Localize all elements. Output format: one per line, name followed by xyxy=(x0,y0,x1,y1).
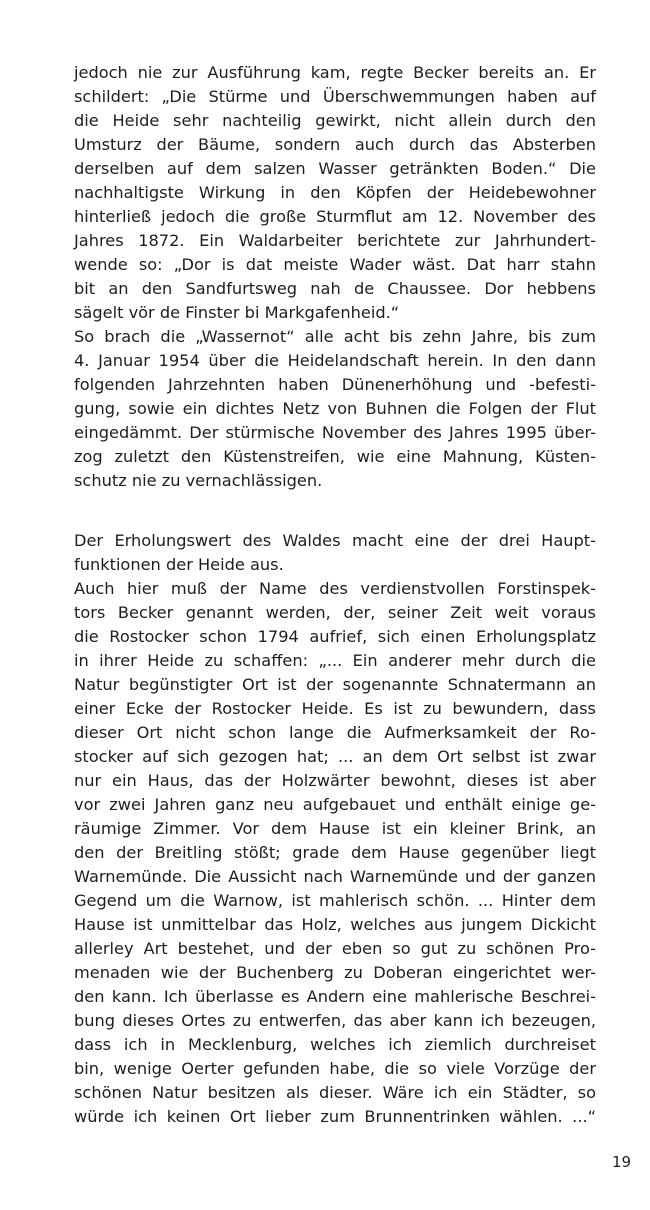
text-line: Jahres 1872. Ein Waldarbeiter berichtete zur Jahrhundert- xyxy=(74,231,596,250)
page-number: 19 xyxy=(612,1153,632,1171)
text-line: Warnemünde. Die Aussicht nach Warnemünde und der ganzen xyxy=(74,867,596,886)
text-line: menaden wie der Buchenberg zu Doberan eingerichtet wer- xyxy=(74,963,596,982)
text-line: dass ich in Mecklenburg, welches ich ziemlich durchreiset xyxy=(74,1035,596,1054)
text-line: So brach die „Wassernot“ alle acht bis zehn Jahre, bis zum xyxy=(74,327,596,346)
text-line: funktionen der Heide aus. xyxy=(74,555,284,574)
text-line: einer Ecke der Rostocker Heide. Es ist zu bewundern, dass xyxy=(74,699,596,718)
text-line: bung dieses Ortes zu entwerfen, das aber kann ich bezeugen, xyxy=(74,1011,596,1030)
text-line: vor zwei Jahren ganz neu aufgebauet und enthält einige ge- xyxy=(74,795,596,814)
text-line: Natur begünstigter Ort ist der sogenannte Schnatermann an xyxy=(74,675,596,694)
text-line: nur ein Haus, das der Holzwärter bewohnt, dieses ist aber xyxy=(74,771,596,790)
text-line: hinterließ jedoch die große Sturmflut am 12. November des xyxy=(74,207,596,226)
text-line: dieser Ort nicht schon lange die Aufmerksamkeit der Ro- xyxy=(74,723,596,742)
text-line: würde ich keinen Ort lieber zum Brunnentrinken wählen. ...“ xyxy=(74,1107,596,1126)
text-line: bin, wenige Oerter gefunden habe, die so viele Vorzüge der xyxy=(74,1059,596,1078)
text-line: räumige Zimmer. Vor dem Hause ist ein kleiner Brink, an xyxy=(74,819,596,838)
text-line: Gegend um die Warnow, ist mahlerisch schön. ... Hinter dem xyxy=(74,891,596,910)
text-line: stocker auf sich gezogen hat; ... an dem Ort selbst ist zwar xyxy=(74,747,596,766)
text-line: den kann. Ich überlasse es Andern eine mahlerische Beschrei- xyxy=(74,987,596,1006)
text-line: nachhaltigste Wirkung in den Köpfen der Heidebewohner xyxy=(74,183,596,202)
text-line: folgenden Jahrzehnten haben Dünenerhöhung und -befesti- xyxy=(74,375,596,394)
text-line: schönen Natur besitzen als dieser. Wäre ich ein Städter, so xyxy=(74,1083,596,1102)
text-line: tors Becker genannt werden, der, seiner Zeit weit voraus xyxy=(74,603,596,622)
text-line: schildert: „Die Stürme und Überschwemmungen haben auf xyxy=(74,87,596,106)
text-line: bit an den Sandfurtsweg nah de Chaussee. Dor hebbens xyxy=(74,279,596,298)
text-line: gung, sowie ein dichtes Netz von Buhnen die Folgen der Flut xyxy=(74,399,596,418)
text-line: allerley Art bestehet, und der eben so gut zu schönen Pro- xyxy=(74,939,596,958)
text-line: wende so: „Dor is dat meiste Wader wäst. Dat harr stahn xyxy=(74,255,596,274)
text-line: in ihrer Heide zu schaffen: „... Ein anderer mehr durch die xyxy=(74,651,596,670)
text-line: Hause ist unmittelbar das Holz, welches aus jungem Dickicht xyxy=(74,915,596,934)
text-line: Umsturz der Bäume, sondern auch durch das Absterben xyxy=(74,135,596,154)
text-line: die Heide sehr nachteilig gewirkt, nicht allein durch den xyxy=(74,111,596,130)
text-line: 4. Januar 1954 über die Heidelandschaft herein. In den dann xyxy=(74,351,596,370)
text-line: eingedämmt. Der stürmische November des Jahres 1995 über- xyxy=(74,423,596,442)
text-line: jedoch nie zur Ausführung kam, regte Becker bereits an. Er xyxy=(74,63,596,82)
text-line: zog zuletzt den Küstenstreifen, wie eine Mahnung, Küsten- xyxy=(74,447,596,466)
text-line: die Rostocker schon 1794 aufrief, sich einen Erholungsplatz xyxy=(74,627,596,646)
text-line: Auch hier muß der Name des verdienstvollen Forstinspek- xyxy=(74,579,596,598)
text-line: den der Breitling stößt; grade dem Hause gegenüber liegt xyxy=(74,843,596,862)
text-line: schutz nie zu vernachlässigen. xyxy=(74,471,323,490)
text-line: Der Erholungswert des Waldes macht eine der drei Haupt- xyxy=(74,531,596,550)
text-line: derselben auf dem salzen Wasser getränkten Boden.“ Die xyxy=(74,159,596,178)
text-line: sägelt vör de Finster bi Markgafenheid.“ xyxy=(74,303,400,322)
